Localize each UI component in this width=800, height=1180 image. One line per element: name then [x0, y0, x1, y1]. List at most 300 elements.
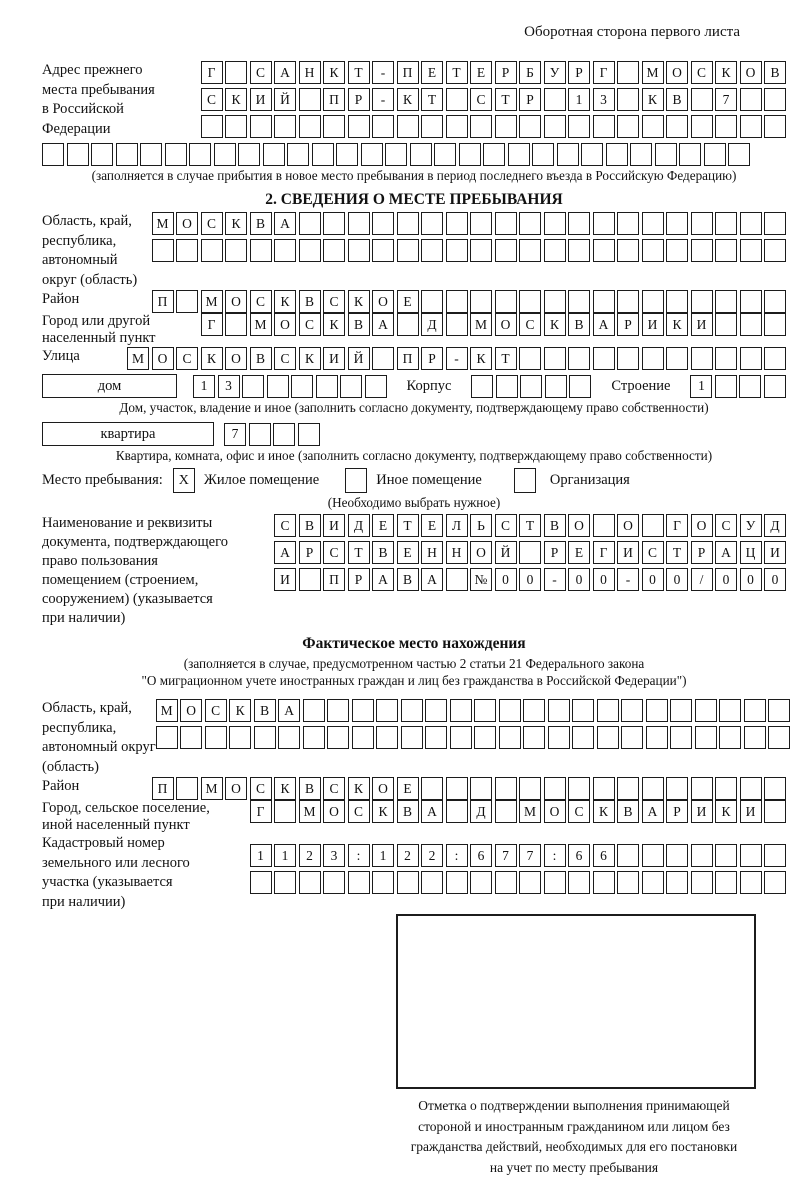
char-box[interactable]: [312, 143, 334, 166]
char-box[interactable]: [140, 143, 162, 166]
char-box[interactable]: [691, 844, 713, 867]
char-box[interactable]: К: [225, 212, 247, 235]
char-box[interactable]: [425, 699, 447, 722]
char-box[interactable]: [670, 726, 692, 749]
char-box[interactable]: [744, 699, 766, 722]
char-box[interactable]: [495, 290, 517, 313]
char-box[interactable]: [715, 375, 737, 398]
char-box[interactable]: 0: [715, 568, 737, 591]
char-box[interactable]: [459, 143, 481, 166]
char-box[interactable]: [274, 871, 296, 894]
char-box[interactable]: [544, 777, 566, 800]
char-box[interactable]: С: [250, 290, 272, 313]
char-box[interactable]: П: [323, 88, 345, 111]
char-box[interactable]: 3: [593, 88, 615, 111]
char-box[interactable]: А: [278, 699, 300, 722]
char-box[interactable]: [715, 313, 737, 336]
char-box[interactable]: Р: [495, 61, 517, 84]
char-box[interactable]: [715, 212, 737, 235]
char-box[interactable]: 0: [764, 568, 786, 591]
char-box[interactable]: И: [323, 347, 345, 370]
char-box[interactable]: Т: [348, 541, 370, 564]
char-box[interactable]: [617, 61, 639, 84]
char-box[interactable]: О: [274, 313, 296, 336]
char-box[interactable]: [740, 313, 762, 336]
char-box[interactable]: [715, 844, 737, 867]
char-box[interactable]: А: [421, 568, 443, 591]
char-box[interactable]: [642, 514, 664, 537]
char-box[interactable]: Т: [446, 61, 468, 84]
char-box[interactable]: Р: [617, 313, 639, 336]
char-box[interactable]: 6: [568, 844, 590, 867]
char-box[interactable]: Т: [666, 541, 688, 564]
char-box[interactable]: [606, 143, 628, 166]
char-box[interactable]: [425, 726, 447, 749]
char-box[interactable]: [764, 212, 786, 235]
char-box[interactable]: К: [642, 88, 664, 111]
char-box[interactable]: С: [250, 777, 272, 800]
char-box[interactable]: Е: [372, 514, 394, 537]
char-box[interactable]: [274, 115, 296, 138]
char-box[interactable]: [446, 871, 468, 894]
char-box[interactable]: К: [274, 290, 296, 313]
char-box[interactable]: [572, 726, 594, 749]
char-box[interactable]: К: [299, 347, 321, 370]
char-box[interactable]: [691, 777, 713, 800]
char-box[interactable]: И: [691, 313, 713, 336]
char-box[interactable]: [655, 143, 677, 166]
char-box[interactable]: [116, 143, 138, 166]
char-box[interactable]: [666, 290, 688, 313]
char-box[interactable]: [740, 871, 762, 894]
char-box[interactable]: И: [642, 313, 664, 336]
char-box[interactable]: [249, 423, 271, 446]
char-box[interactable]: К: [666, 313, 688, 336]
char-box[interactable]: [740, 88, 762, 111]
char-box[interactable]: О: [470, 541, 492, 564]
char-box[interactable]: Н: [299, 61, 321, 84]
char-box[interactable]: С: [348, 800, 370, 823]
char-box[interactable]: [764, 347, 786, 370]
char-box[interactable]: [666, 212, 688, 235]
char-box[interactable]: О: [691, 514, 713, 537]
char-box[interactable]: М: [201, 290, 223, 313]
char-box[interactable]: [471, 375, 493, 398]
char-box[interactable]: Е: [397, 290, 419, 313]
char-box[interactable]: [152, 239, 174, 262]
char-box[interactable]: О: [544, 800, 566, 823]
char-box[interactable]: [250, 239, 272, 262]
char-box[interactable]: [225, 313, 247, 336]
char-box[interactable]: [316, 375, 338, 398]
char-box[interactable]: [719, 726, 741, 749]
char-box[interactable]: [568, 777, 590, 800]
char-box[interactable]: Р: [691, 541, 713, 564]
char-box[interactable]: [446, 313, 468, 336]
char-box[interactable]: [617, 115, 639, 138]
char-box[interactable]: [520, 375, 542, 398]
char-box[interactable]: М: [201, 777, 223, 800]
char-box[interactable]: С: [250, 61, 272, 84]
checkbox-organization[interactable]: [514, 468, 536, 493]
char-box[interactable]: [434, 143, 456, 166]
char-box[interactable]: С: [519, 313, 541, 336]
char-box[interactable]: И: [250, 88, 272, 111]
char-box[interactable]: А: [274, 212, 296, 235]
char-box[interactable]: [593, 871, 615, 894]
char-box[interactable]: М: [127, 347, 149, 370]
char-box[interactable]: [630, 143, 652, 166]
char-box[interactable]: [273, 423, 295, 446]
char-box[interactable]: Г: [593, 61, 615, 84]
char-box[interactable]: [189, 143, 211, 166]
char-box[interactable]: [715, 239, 737, 262]
char-box[interactable]: С: [715, 514, 737, 537]
char-box[interactable]: О: [225, 777, 247, 800]
char-box[interactable]: [483, 143, 505, 166]
char-box[interactable]: [642, 115, 664, 138]
char-box[interactable]: [617, 347, 639, 370]
char-box[interactable]: [666, 115, 688, 138]
char-box[interactable]: [274, 800, 296, 823]
char-box[interactable]: О: [176, 212, 198, 235]
char-box[interactable]: Р: [519, 88, 541, 111]
char-box[interactable]: [568, 871, 590, 894]
char-box[interactable]: Ц: [740, 541, 762, 564]
char-box[interactable]: [715, 777, 737, 800]
char-box[interactable]: О: [372, 290, 394, 313]
char-box[interactable]: [666, 777, 688, 800]
char-box[interactable]: Й: [274, 88, 296, 111]
char-box[interactable]: Т: [348, 61, 370, 84]
char-box[interactable]: Р: [421, 347, 443, 370]
char-box[interactable]: [548, 699, 570, 722]
char-box[interactable]: [519, 871, 541, 894]
char-box[interactable]: [764, 239, 786, 262]
char-box[interactable]: 1: [274, 844, 296, 867]
char-box[interactable]: Д: [764, 514, 786, 537]
char-box[interactable]: [470, 115, 492, 138]
char-box[interactable]: [397, 871, 419, 894]
char-box[interactable]: [691, 239, 713, 262]
char-box[interactable]: [336, 143, 358, 166]
char-box[interactable]: П: [323, 568, 345, 591]
char-box[interactable]: [372, 239, 394, 262]
char-box[interactable]: К: [348, 290, 370, 313]
char-box[interactable]: [691, 290, 713, 313]
char-box[interactable]: Е: [470, 61, 492, 84]
char-box[interactable]: [303, 699, 325, 722]
char-box[interactable]: Ь: [470, 514, 492, 537]
char-box[interactable]: [715, 347, 737, 370]
char-box[interactable]: [519, 541, 541, 564]
char-box[interactable]: [519, 115, 541, 138]
char-box[interactable]: 1: [250, 844, 272, 867]
char-box[interactable]: [740, 239, 762, 262]
char-box[interactable]: К: [372, 800, 394, 823]
char-box[interactable]: [242, 375, 264, 398]
char-box[interactable]: Д: [421, 313, 443, 336]
char-box[interactable]: [421, 777, 443, 800]
char-box[interactable]: С: [201, 88, 223, 111]
char-box[interactable]: [410, 143, 432, 166]
char-box[interactable]: [597, 726, 619, 749]
char-box[interactable]: И: [764, 541, 786, 564]
char-box[interactable]: С: [323, 777, 345, 800]
char-box[interactable]: [495, 777, 517, 800]
char-box[interactable]: Г: [201, 61, 223, 84]
char-box[interactable]: [642, 290, 664, 313]
char-box[interactable]: [278, 726, 300, 749]
char-box[interactable]: С: [323, 541, 345, 564]
char-box[interactable]: [617, 290, 639, 313]
char-box[interactable]: [291, 375, 313, 398]
char-box[interactable]: [421, 239, 443, 262]
char-box[interactable]: О: [617, 514, 639, 537]
char-box[interactable]: В: [299, 514, 321, 537]
char-box[interactable]: [401, 726, 423, 749]
char-box[interactable]: [728, 143, 750, 166]
char-box[interactable]: [519, 290, 541, 313]
char-box[interactable]: Т: [495, 347, 517, 370]
char-box[interactable]: В: [254, 699, 276, 722]
char-box[interactable]: И: [740, 800, 762, 823]
char-box[interactable]: [557, 143, 579, 166]
char-box[interactable]: О: [666, 61, 688, 84]
char-box[interactable]: [421, 871, 443, 894]
char-box[interactable]: [323, 115, 345, 138]
char-box[interactable]: С: [274, 514, 296, 537]
char-box[interactable]: К: [201, 347, 223, 370]
char-box[interactable]: Д: [348, 514, 370, 537]
char-box[interactable]: [348, 212, 370, 235]
char-box[interactable]: С: [176, 347, 198, 370]
char-box[interactable]: М: [152, 212, 174, 235]
char-box[interactable]: Т: [495, 88, 517, 111]
char-box[interactable]: [715, 290, 737, 313]
char-box[interactable]: [470, 871, 492, 894]
char-box[interactable]: [340, 375, 362, 398]
char-box[interactable]: [495, 800, 517, 823]
char-box[interactable]: [704, 143, 726, 166]
char-box[interactable]: [544, 115, 566, 138]
char-box[interactable]: К: [348, 777, 370, 800]
char-box[interactable]: [544, 212, 566, 235]
char-box[interactable]: [91, 143, 113, 166]
char-box[interactable]: [739, 375, 761, 398]
char-box[interactable]: Д: [470, 800, 492, 823]
char-box[interactable]: 0: [666, 568, 688, 591]
char-box[interactable]: 1: [193, 375, 215, 398]
char-box[interactable]: [593, 514, 615, 537]
char-box[interactable]: [401, 699, 423, 722]
char-box[interactable]: /: [691, 568, 713, 591]
char-box[interactable]: О: [152, 347, 174, 370]
char-box[interactable]: [214, 143, 236, 166]
char-box[interactable]: 3: [323, 844, 345, 867]
char-box[interactable]: П: [397, 347, 419, 370]
char-box[interactable]: [470, 212, 492, 235]
char-box[interactable]: В: [544, 514, 566, 537]
char-box[interactable]: [323, 212, 345, 235]
char-box[interactable]: -: [372, 61, 394, 84]
char-box[interactable]: [365, 375, 387, 398]
char-box[interactable]: [593, 212, 615, 235]
char-box[interactable]: К: [274, 777, 296, 800]
char-box[interactable]: [446, 777, 468, 800]
char-box[interactable]: Г: [666, 514, 688, 537]
char-box[interactable]: [764, 844, 786, 867]
char-box[interactable]: [642, 347, 664, 370]
char-box[interactable]: С: [470, 88, 492, 111]
char-box[interactable]: 1: [568, 88, 590, 111]
char-box[interactable]: [691, 88, 713, 111]
char-box[interactable]: [666, 239, 688, 262]
char-box[interactable]: [327, 726, 349, 749]
char-box[interactable]: [250, 871, 272, 894]
char-box[interactable]: [691, 212, 713, 235]
char-box[interactable]: [446, 290, 468, 313]
char-box[interactable]: -: [544, 568, 566, 591]
char-box[interactable]: [495, 212, 517, 235]
char-box[interactable]: В: [617, 800, 639, 823]
char-box[interactable]: [496, 375, 518, 398]
char-box[interactable]: [593, 115, 615, 138]
char-box[interactable]: [642, 239, 664, 262]
char-box[interactable]: [229, 726, 251, 749]
char-box[interactable]: [299, 88, 321, 111]
char-box[interactable]: [298, 423, 320, 446]
char-box[interactable]: Й: [495, 541, 517, 564]
char-box[interactable]: Р: [568, 61, 590, 84]
char-box[interactable]: 1: [372, 844, 394, 867]
char-box[interactable]: О: [740, 61, 762, 84]
char-box[interactable]: 0: [568, 568, 590, 591]
char-box[interactable]: О: [323, 800, 345, 823]
char-box[interactable]: [621, 726, 643, 749]
char-box[interactable]: [446, 800, 468, 823]
char-box[interactable]: Н: [446, 541, 468, 564]
char-box[interactable]: А: [372, 568, 394, 591]
char-box[interactable]: А: [274, 541, 296, 564]
char-box[interactable]: К: [229, 699, 251, 722]
char-box[interactable]: :: [348, 844, 370, 867]
char-box[interactable]: [764, 115, 786, 138]
char-box[interactable]: [303, 726, 325, 749]
char-box[interactable]: [348, 115, 370, 138]
char-box[interactable]: [740, 347, 762, 370]
char-box[interactable]: [715, 115, 737, 138]
char-box[interactable]: Е: [421, 61, 443, 84]
char-box[interactable]: [617, 871, 639, 894]
char-box[interactable]: 2: [299, 844, 321, 867]
char-box[interactable]: 1: [690, 375, 712, 398]
char-box[interactable]: К: [544, 313, 566, 336]
char-box[interactable]: [372, 115, 394, 138]
char-box[interactable]: 7: [224, 423, 246, 446]
char-box[interactable]: [691, 347, 713, 370]
char-box[interactable]: [740, 115, 762, 138]
char-box[interactable]: [679, 143, 701, 166]
char-box[interactable]: И: [323, 514, 345, 537]
char-box[interactable]: [695, 726, 717, 749]
char-box[interactable]: [666, 347, 688, 370]
checkbox-other-premises[interactable]: [345, 468, 367, 493]
char-box[interactable]: [691, 115, 713, 138]
char-box[interactable]: [470, 290, 492, 313]
char-box[interactable]: [715, 871, 737, 894]
char-box[interactable]: [568, 290, 590, 313]
char-box[interactable]: [446, 568, 468, 591]
char-box[interactable]: Л: [446, 514, 468, 537]
char-box[interactable]: М: [642, 61, 664, 84]
char-box[interactable]: В: [397, 568, 419, 591]
char-box[interactable]: П: [152, 290, 174, 313]
char-box[interactable]: [201, 115, 223, 138]
char-box[interactable]: [499, 726, 521, 749]
char-box[interactable]: [225, 239, 247, 262]
char-box[interactable]: В: [568, 313, 590, 336]
char-box[interactable]: Т: [519, 514, 541, 537]
char-box[interactable]: Р: [348, 88, 370, 111]
char-box[interactable]: [299, 115, 321, 138]
char-box[interactable]: С: [205, 699, 227, 722]
char-box[interactable]: В: [250, 347, 272, 370]
char-box[interactable]: [519, 777, 541, 800]
char-box[interactable]: [299, 239, 321, 262]
char-box[interactable]: [768, 726, 790, 749]
char-box[interactable]: [348, 239, 370, 262]
char-box[interactable]: [523, 726, 545, 749]
char-box[interactable]: [568, 212, 590, 235]
char-box[interactable]: [568, 347, 590, 370]
char-box[interactable]: С: [299, 313, 321, 336]
char-box[interactable]: [646, 699, 668, 722]
char-box[interactable]: №: [470, 568, 492, 591]
char-box[interactable]: [764, 800, 786, 823]
char-box[interactable]: [642, 844, 664, 867]
char-box[interactable]: К: [470, 347, 492, 370]
char-box[interactable]: И: [274, 568, 296, 591]
char-box[interactable]: К: [715, 800, 737, 823]
char-box[interactable]: [764, 290, 786, 313]
char-box[interactable]: 2: [397, 844, 419, 867]
char-box[interactable]: Р: [544, 541, 566, 564]
char-box[interactable]: К: [397, 88, 419, 111]
char-box[interactable]: В: [299, 777, 321, 800]
char-box[interactable]: А: [593, 313, 615, 336]
char-box[interactable]: [495, 115, 517, 138]
char-box[interactable]: [544, 88, 566, 111]
char-box[interactable]: [617, 777, 639, 800]
char-box[interactable]: [764, 88, 786, 111]
char-box[interactable]: [544, 871, 566, 894]
char-box[interactable]: [250, 115, 272, 138]
char-box[interactable]: [572, 699, 594, 722]
char-box[interactable]: [642, 777, 664, 800]
char-box[interactable]: О: [568, 514, 590, 537]
char-box[interactable]: :: [544, 844, 566, 867]
char-box[interactable]: М: [156, 699, 178, 722]
char-box[interactable]: Н: [421, 541, 443, 564]
char-box[interactable]: В: [666, 88, 688, 111]
char-box[interactable]: [593, 777, 615, 800]
char-box[interactable]: [254, 726, 276, 749]
char-box[interactable]: [642, 871, 664, 894]
char-box[interactable]: [646, 726, 668, 749]
checkbox-residential[interactable]: X: [173, 468, 195, 493]
char-box[interactable]: В: [372, 541, 394, 564]
